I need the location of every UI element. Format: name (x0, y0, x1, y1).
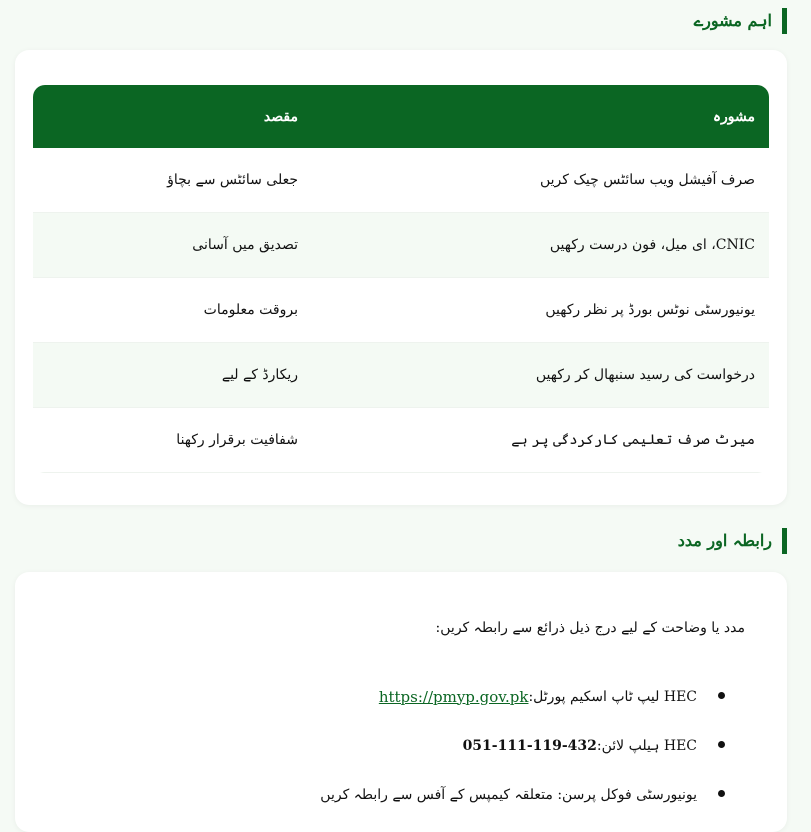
contact-list (320, 672, 697, 819)
portal-link[interactable]: https://pmyp.gov.pk (378, 687, 529, 706)
bullet-icon (718, 741, 725, 748)
cell-advice: CNIC، ای میل، فون درست رکھیں (549, 237, 755, 253)
cell-advice: میرٹ صرف تعلیمی کارکردگی پر ہے (511, 432, 755, 448)
advice-table (33, 85, 769, 473)
table-row (33, 408, 769, 473)
cell-purpose: ریکارڈ کے لیے (221, 367, 298, 383)
table-row (33, 148, 769, 213)
cell-purpose: شفافیت برقرار رکھنا (176, 432, 298, 448)
list-item (320, 770, 697, 819)
header-purpose: مقصد (263, 108, 298, 125)
focal-person-text: یونیورسٹی فوکل پرسن: متعلقہ کیمپس کے آفس سے رابطہ کریں (320, 786, 697, 803)
cell-purpose: تصدیق میں آسانی (192, 237, 298, 253)
contact-section-title: رابطہ اور مدد (678, 528, 787, 554)
helpline-number: 051-111-119-432 (462, 737, 597, 754)
helpline-label: HEC ہیلپ لائن: (596, 737, 697, 754)
advice-section-title: اہم مشورے (694, 8, 787, 34)
table-row (33, 343, 769, 408)
list-item (320, 672, 697, 721)
advice-card (15, 50, 787, 505)
table-row (33, 213, 769, 278)
header-advice: مشورہ (712, 108, 755, 125)
cell-advice: درخواست کی رسید سنبھال کر رکھیں (535, 367, 755, 383)
cell-purpose: جعلی سائٹس سے بچاؤ (167, 172, 298, 188)
cell-advice: صرف آفیشل ویب سائٹس چیک کریں (540, 172, 755, 188)
bullet-icon (718, 692, 725, 699)
contact-intro: مدد یا وضاحت کے لیے درج ذیل ذرائع سے رابطہ کریں: (435, 620, 745, 636)
bullet-icon (718, 790, 725, 797)
table-header (33, 85, 769, 148)
cell-advice: یونیورسٹی نوٹس بورڈ پر نظر رکھیں (545, 302, 755, 318)
table-row (33, 278, 769, 343)
cell-purpose: بروقت معلومات (203, 302, 298, 318)
contact-card (15, 572, 787, 832)
list-item (320, 721, 697, 770)
portal-label: HEC لیپ ٹاپ اسکیم پورٹل: (528, 688, 697, 705)
